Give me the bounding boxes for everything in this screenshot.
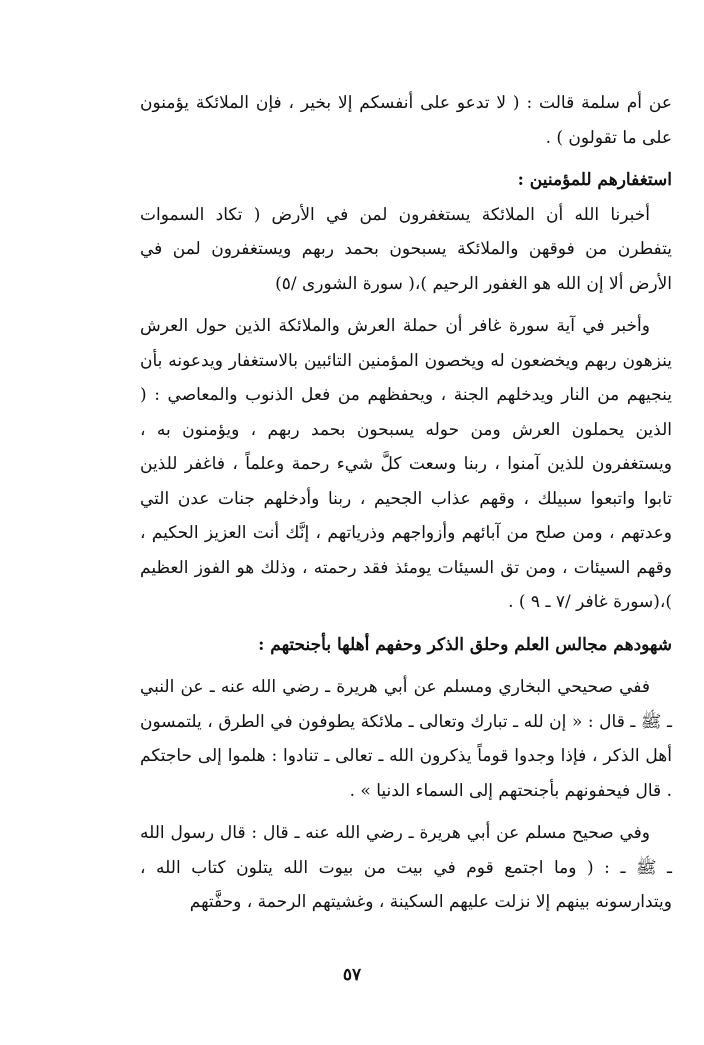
paragraph-bukhari-muslim: ففي صحيحي البخاري ومسلم عن أبي هريرة ـ رضي الله عنه ـ عن النبي ـ ﷺ ـ قال : « إن لله ـ تبارك وتعالى ـ ملائكة يطوفون في الطرق ، يلتمسون أهل الذكر ، فإذا وجدوا قوماً يذكرون الله ـ تعالى ـ تنادوا : هلموا إلى حاجتكم . قال فيحفونهم بأجنحتهم إلى السماء الدنيا » . xyxy=(140,677,672,801)
paragraph-umm-salama: عن أم سلمة قالت : ( لا تدعو على أنفسكم إلا بخير ، فإن الملائكة يؤمنون على ما تقولون ) . xyxy=(140,93,672,148)
page-content xyxy=(140,86,672,920)
section-heading-majalis: شهودهم مجالس العلم وحلق الذكر وحفهم أهلها بأجنحتهم : xyxy=(258,634,672,655)
spacer xyxy=(140,662,672,670)
page-number: ٥٧ xyxy=(342,965,362,985)
spacer xyxy=(140,301,672,309)
paragraph-sahih-muslim: وفي صحيح مسلم عن أبي هريرة ـ رضي الله عنه ـ قال : قال رسول الله ـ ﷺ ـ : ( وما اجتمع قوم في بيت من بيوت الله يتلون كتاب الله ، ويتدارسونه بينهم إلا نزلت عليهم السكينة ، وغشيتهم الرحمة ، وحفَّتهم xyxy=(140,823,672,912)
paragraph-shura: أخبرنا الله أن الملائكة يستغفرون لمن في الأرض ( تكاد السموات يتفطرن من فوقهن والملائكة يسبحون بحمد ربهم ويستغفرون لمن في الأرض ألا إن الله هو الغفور الرحيم )،( سورة الشورى /٥) xyxy=(140,204,672,294)
spacer xyxy=(140,155,672,163)
spacer xyxy=(140,808,672,816)
section-heading-istighfar: استغفارهم للمؤمنين : xyxy=(517,170,672,190)
paragraph-ghafir: وأخبر في آية سورة غافر أن حملة العرش والملائكة الذين حول العرش ينزهون ربهم ويخضعون له ويخصون المؤمنين التائبين بالاستغفار ويدعونه بأن ينجيهم من النار ويدخلهم الجنة ، ويحفظهم من فعل الذنوب والمعاصي : ( الذين يحملون العرش ومن حوله يسبحون بحمد ربهم ، ويؤمنون به ، ويستغفرون للذين آمنوا ، ربنا وسعت كلَّ شيء رحمة وعلماً ، فاغفر للذين تابوا واتبعوا سبيلك ، وقهم عذاب الجحيم ، ربنا وأدخلهم جنات عدن التي وعدتهم ، ومن صلح من آبائهم وأزواجهم وذرياتهم ، إنَّك أنت العزيز الحكيم ، وقهم السيئات ، ومن تق السيئات يومئذ فقد رحمته ، وذلك هو الفوز العظيم )،(سورة غافر /٧ ـ ٩ ) . xyxy=(140,316,672,612)
spacer xyxy=(140,620,672,628)
